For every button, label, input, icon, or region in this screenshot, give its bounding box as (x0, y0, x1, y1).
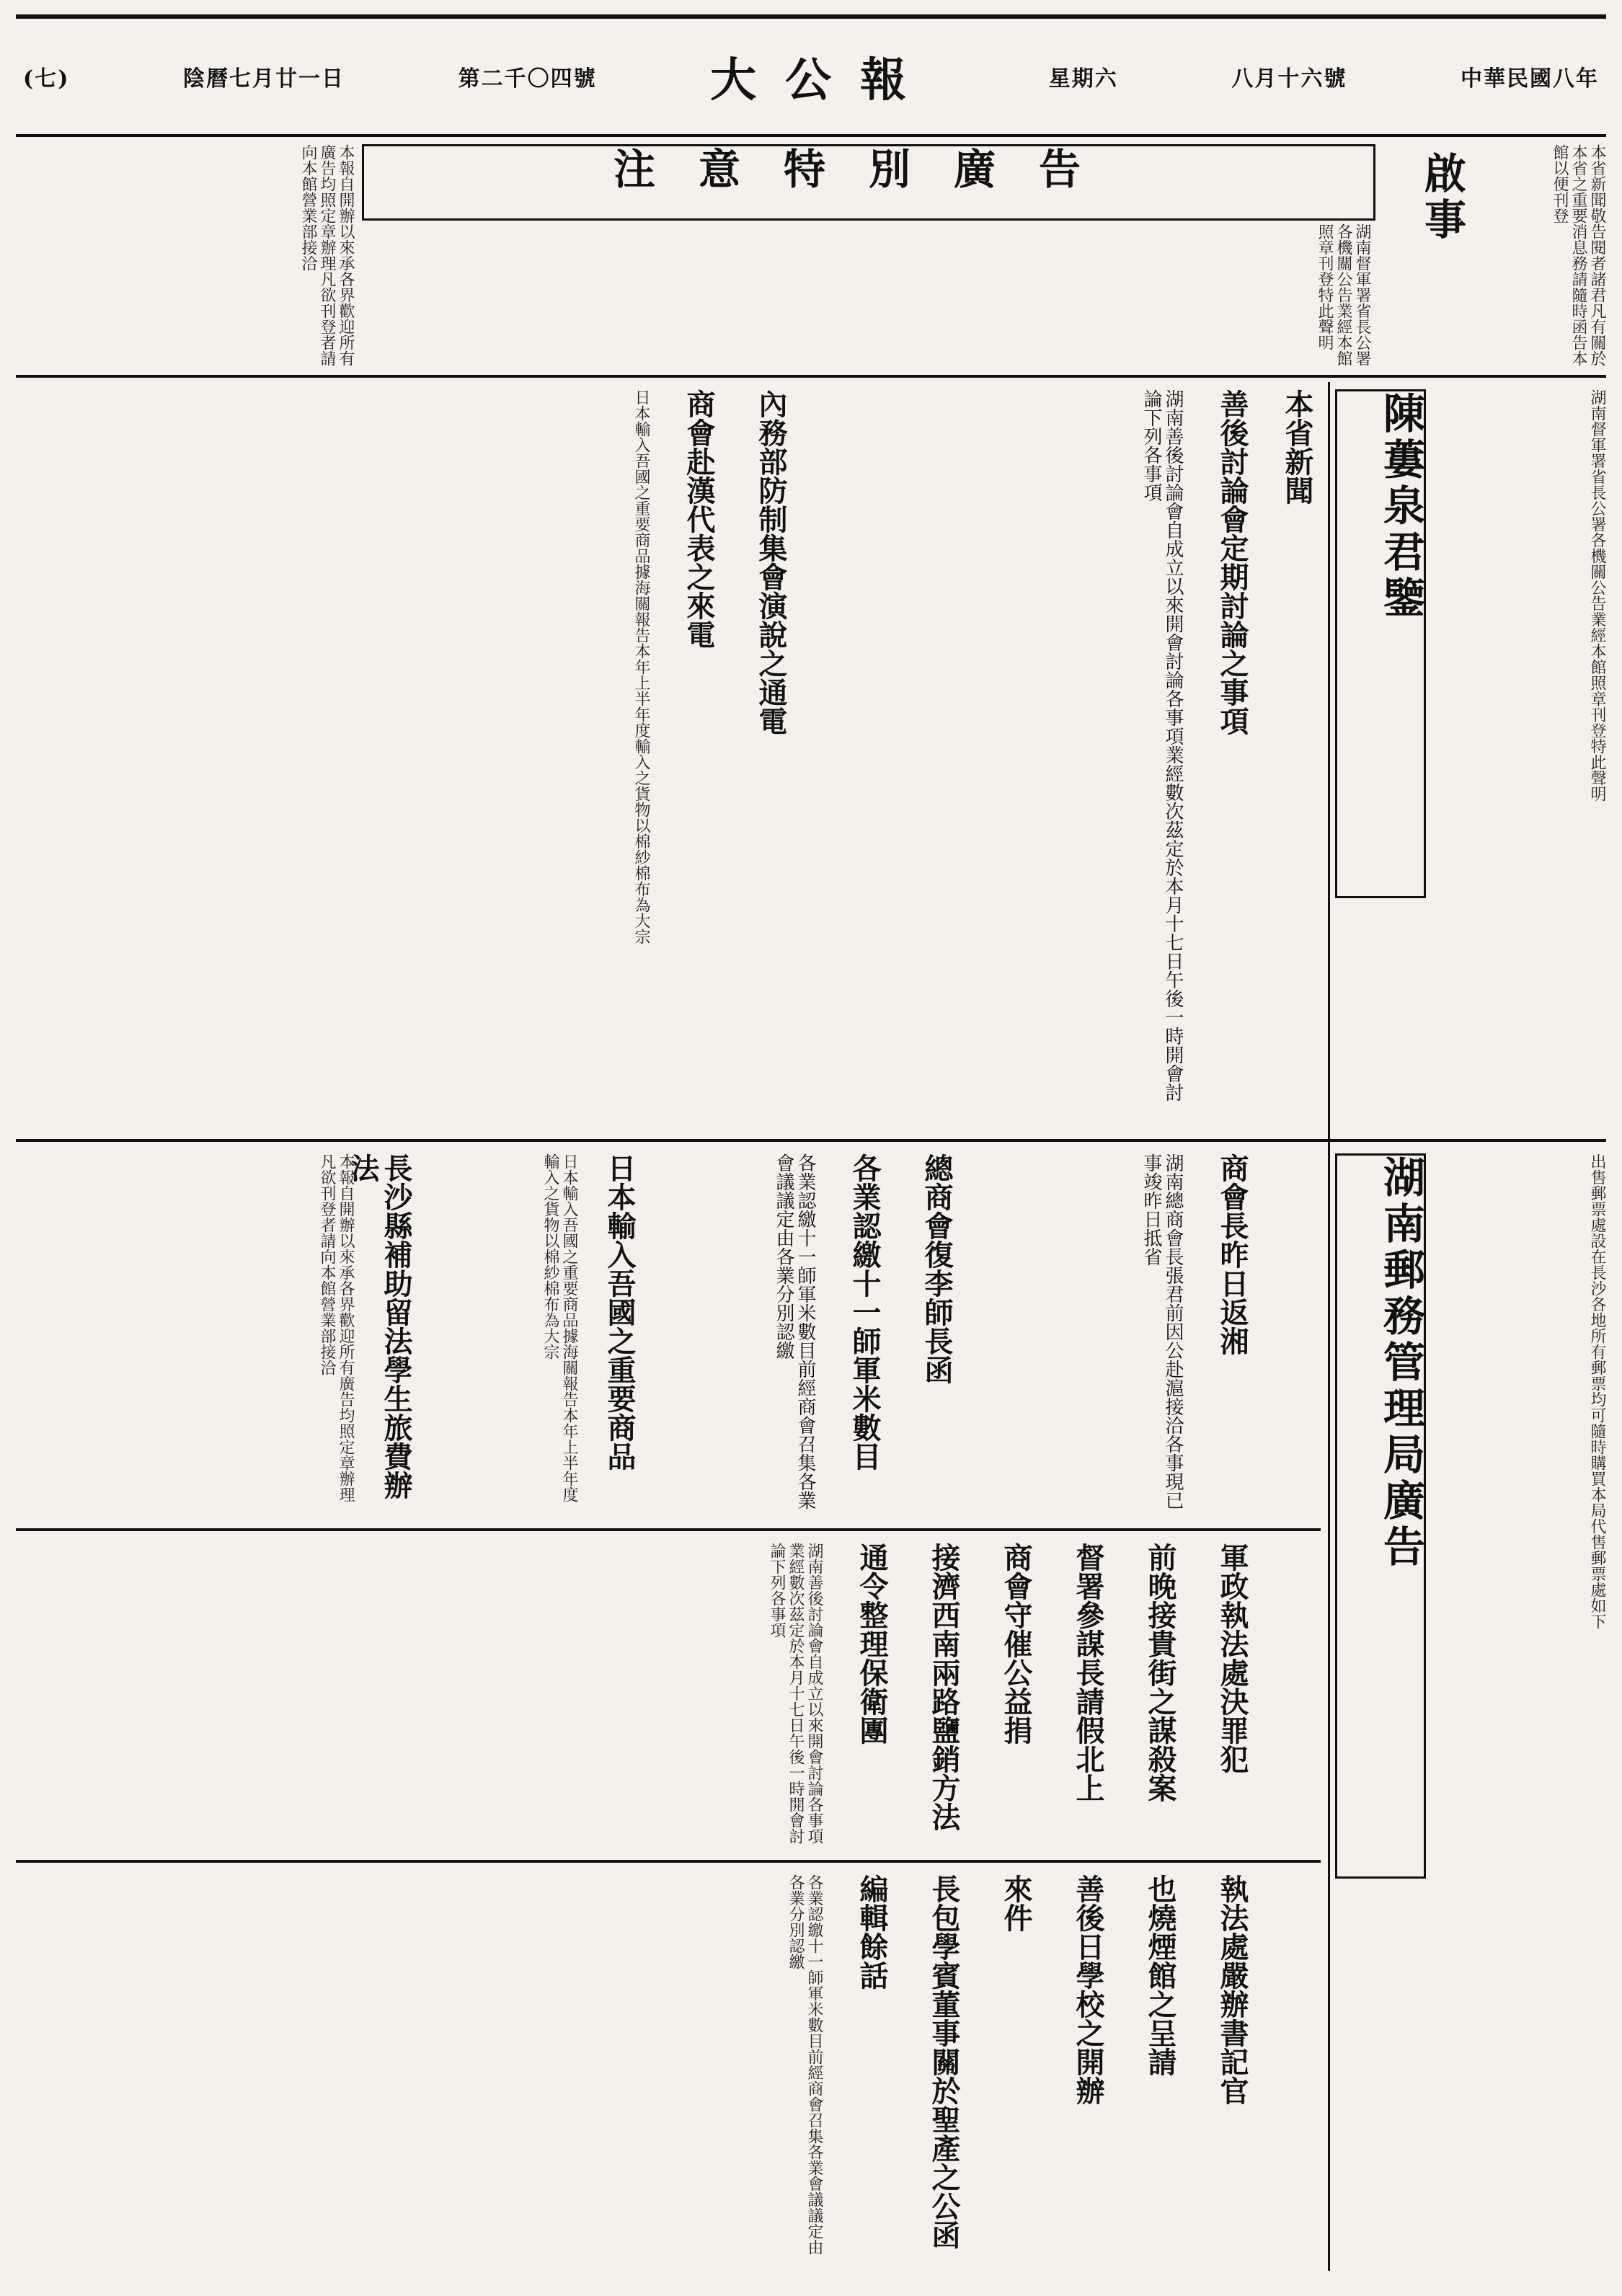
republic-date: 中華民國八年 (1460, 66, 1599, 92)
changbao-headline: 長包學賓董事關於聖產之公函 (927, 1874, 961, 2249)
chen-jianquan-headline: 陳蔞泉君鑒 (1335, 389, 1426, 898)
section-divider-3 (16, 1528, 1321, 1531)
lunar-date: 陰曆七月廿一日 (182, 66, 345, 92)
section-divider-2 (16, 1139, 1606, 1142)
section-divider-4 (16, 1860, 1321, 1863)
weekday: 星期六 (1048, 66, 1118, 92)
junzheng-headline: 軍政執法處決罪犯 (1215, 1543, 1249, 1773)
masthead (16, 14, 1606, 137)
zhifa-headline: 執法處嚴辦書記官 (1215, 1874, 1249, 2105)
shanhou-body: 湖南善後討論會自成立以來開會討論各事項業經數次茲定於本月十七日午後一時開會討論下列各事項 (1140, 389, 1184, 1102)
japan-imports-headline: 日本輸入吾國之重要商品 (603, 1153, 637, 1471)
shangwu-headline: 商會守催公益捐 (999, 1543, 1033, 1745)
paper-name: 大公報 (710, 53, 936, 107)
bottom-body: 各業認繳十一師軍米數目前經商會召集各業會議議定由各業分別認繳 (786, 1874, 823, 2255)
upper-left-body: 日本輸入吾國之重要商品據海關報告本年上半年度輸入之貨物以棉紗棉布為大宗 (632, 389, 650, 944)
gexie-rice-headline: 各業認繳十一師軍米數目 (848, 1153, 882, 1471)
hunan-postal-body: 出售郵票處設在長沙各地所有郵票均可隨時購買本局代售郵票處如下 (1588, 1153, 1606, 1629)
local-news-heading: 本省新聞 (1280, 389, 1314, 505)
tongling-headline: 通令整理保衛團 (855, 1543, 889, 1745)
gexie-rice-body: 各業認繳十一師軍米數目前經商會召集各業會議議定由各業分別認繳 (773, 1153, 816, 1510)
shanhou-school-headline: 善後日學校之開辦 (1071, 1874, 1105, 2105)
qishi-body: 本省新聞敬告閱者諸君凡有關於本省之重要消息務請隨時函告本館以便刊登 (1551, 144, 1606, 366)
japan-imports-body: 日本輸入吾國之重要商品據海關報告本年上半年度輸入之貨物以棉紗棉布為大宗 (541, 1153, 578, 1502)
bianji-headline: 編輯餘話 (855, 1874, 889, 1990)
changsha-students-body: 本報自開辦以來承各界歡迎所有廣告均照定章辦理凡欲刊登者請向本館營業部接洽 (318, 1153, 355, 1502)
page-number: (七) (23, 66, 70, 92)
section-divider (16, 375, 1606, 378)
top-left-notice: 本報自開辦以來承各界歡迎所有廣告均照定章辦理凡欲刊登者請向本館營業部接洽 (299, 144, 355, 366)
yeyan-headline: 也燒煙館之呈請 (1143, 1874, 1177, 2076)
shanghui-delegates-headline: 商會赴漢代表之來電 (682, 389, 716, 649)
dudu-leave-headline: 督署參謀長請假北上 (1071, 1543, 1105, 1802)
qishi-headline: 啟事 (1417, 151, 1466, 244)
zongshanghui-headline: 總商會復李師長函 (920, 1153, 954, 1384)
shanghui-president-headline: 商會長昨日返湘 (1215, 1153, 1249, 1355)
qianwan-headline: 前晚接貴街之謀殺案 (1143, 1543, 1177, 1802)
inner-affairs-headline: 內務部防制集會演說之通電 (754, 389, 788, 735)
chen-jianquan-body: 湖南督軍署省長公署各機關公告業經本館照章刊登特此聲明 (1588, 389, 1606, 802)
laijian-headline: 來件 (999, 1874, 1033, 1932)
special-notice-banner: 注意特別廣告 (362, 144, 1375, 221)
hunan-postal-headline: 湖南郵務管理局廣告 (1335, 1153, 1426, 1879)
newspaper-page (16, 14, 1606, 2285)
shanghui-president-body: 湖南總商會長張君前因公赴滬接洽各事現已事竣昨日抵省 (1140, 1153, 1184, 1510)
right-column-rule (1328, 382, 1330, 2271)
shanhou-headline: 善後討論會定期討論之事項 (1215, 389, 1249, 735)
issue-number: 第二千〇四號 (458, 66, 597, 92)
changsha-students-headline: 長沙縣補助留法學生旅費辦法 (346, 1153, 413, 1499)
month-day: 八月十六號 (1231, 66, 1347, 92)
xinan-salt-headline: 接濟西南兩路鹽銷方法 (927, 1543, 961, 1831)
special-notice-body: 湖南督軍署省長公署各機關公告業經本館照章刊登特此聲明 (1316, 223, 1371, 366)
lower-body: 湖南善後討論會自成立以來開會討論各事項業經數次茲定於本月十七日午後一時開會討論下列各事項 (768, 1543, 823, 1844)
